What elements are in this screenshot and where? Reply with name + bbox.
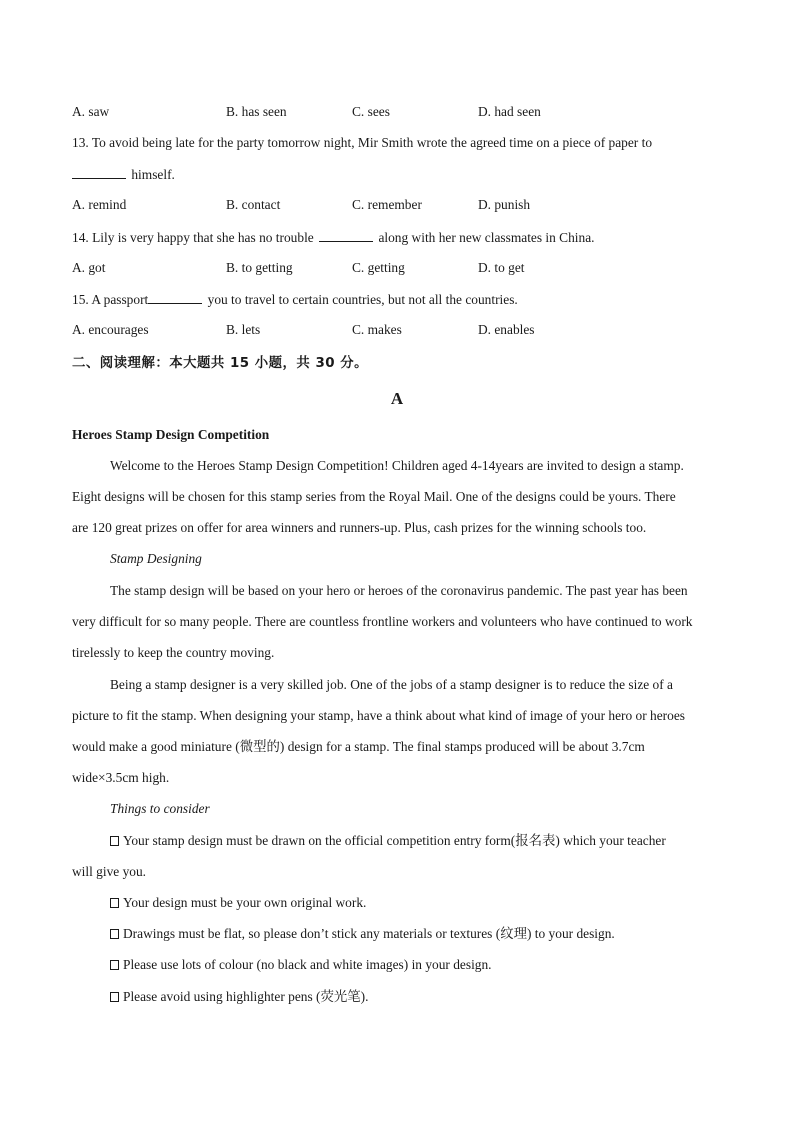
q14-option-d[interactable]: D. to get (478, 260, 525, 275)
q14-option-a[interactable]: A. got (72, 260, 106, 275)
bullet-item-3 (110, 925, 615, 943)
passage-title: Heroes Stamp Design Competition (72, 427, 270, 442)
para3-line2: picture to fit the stamp. When designing your stamp, have a think about what kind of image of your hero or heroes (72, 708, 685, 723)
para2-line1: The stamp design will be based on your hero or heroes of the coronavirus pandemic. The past year has been (110, 583, 688, 598)
bullet-item-4 (110, 956, 492, 974)
q13-option-a[interactable]: A. remind (72, 197, 127, 212)
bullet-text-1: Your stamp design must be drawn on the official competition entry form(报名表) which your teacher (123, 833, 666, 848)
q13-option-d[interactable]: D. punish (478, 197, 531, 212)
q13-stem: 13. To avoid being late for the party tomorrow night, Mir Smith wrote the agreed time on a piece of paper to (72, 135, 653, 150)
para2-line2: very difficult for so many people. There are countless frontline workers and volunteers who have continued to work (72, 614, 693, 629)
q14-stem (72, 228, 595, 247)
q14-option-c[interactable]: C. getting (352, 260, 405, 275)
q14-stem-after: along with her new classmates in China. (378, 230, 595, 245)
bullet-text-2: Your design must be your own original work. (123, 895, 367, 910)
q15-option-d[interactable]: D. enables (478, 322, 535, 337)
bullet-text-4: Please use lots of colour (no black and white images) in your design. (123, 957, 492, 972)
q15-stem-before: 15. A passport (72, 292, 149, 307)
para3-line4: wide×3.5cm high. (72, 770, 170, 785)
q14-blank[interactable] (319, 228, 373, 242)
q13-stem-end: himself. (131, 167, 175, 182)
q15-option-c[interactable]: C. makes (352, 322, 402, 337)
q15-option-a[interactable]: A. encourages (72, 322, 149, 337)
bullet-item-2 (110, 894, 366, 912)
q14-options (72, 259, 632, 277)
passage-letter: A (390, 389, 404, 408)
para2-line3: tirelessly to keep the country moving. (72, 645, 275, 660)
q13-stem-cont (72, 165, 175, 184)
para1-line3: are 120 great prizes on offer for area winners and runners-up. Plus, cash prizes for the winning schools too. (72, 520, 647, 535)
checkbox-bullet-icon (110, 992, 119, 1002)
q12-options (72, 103, 632, 121)
q13-option-c[interactable]: C. remember (352, 197, 422, 212)
bullet-item-1 (110, 832, 666, 850)
bullet-item-5 (110, 988, 368, 1006)
bullet-item-1-cont: will give you. (72, 864, 147, 879)
q15-option-b[interactable]: B. lets (226, 322, 261, 337)
q14-stem-before: 14. Lily is very happy that she has no trouble (72, 230, 314, 245)
q12-option-a[interactable]: A. saw (72, 104, 110, 119)
q15-options (72, 321, 632, 339)
bullet-text-3: Drawings must be flat, so please don’t stick any materials or textures (纹理) to your design. (123, 926, 615, 941)
para3-line1: Being a stamp designer is a very skilled job. One of the jobs of a stamp designer is to reduce the size of a (110, 677, 674, 692)
q12-option-c[interactable]: C. sees (352, 104, 390, 119)
subheading-things-to-consider: Things to consider (110, 801, 210, 816)
checkbox-bullet-icon (110, 960, 119, 970)
q13-options (72, 196, 632, 214)
checkbox-bullet-icon (110, 898, 119, 908)
para3-line3: would make a good miniature (微型的) design for a stamp. The final stamps produced will be about 3.7cm (72, 739, 645, 754)
para1-line1: Welcome to the Heroes Stamp Design Competition! Children aged 4-14years are invited to design a stamp. (110, 458, 684, 473)
subheading-stamp-designing: Stamp Designing (110, 551, 202, 566)
checkbox-bullet-icon (110, 836, 119, 846)
para1-line2: Eight designs will be chosen for this stamp series from the Royal Mail. One of the designs could be yours. There (72, 489, 676, 504)
q15-blank[interactable] (148, 290, 202, 304)
bullet-text-5: Please avoid using highlighter pens (荧光笔). (123, 989, 369, 1004)
q13-option-b[interactable]: B. contact (226, 197, 281, 212)
q12-option-b[interactable]: B. has seen (226, 104, 287, 119)
section-heading: 二、阅读理解：本大题共 15 小题，共 30 分。 (72, 356, 369, 371)
q15-stem-after: you to travel to certain countries, but not all the countries. (207, 292, 518, 307)
q15-stem (72, 290, 518, 309)
q12-option-d[interactable]: D. had seen (478, 104, 541, 119)
q14-option-b[interactable]: B. to getting (226, 260, 293, 275)
q13-blank[interactable] (72, 165, 126, 179)
checkbox-bullet-icon (110, 929, 119, 939)
